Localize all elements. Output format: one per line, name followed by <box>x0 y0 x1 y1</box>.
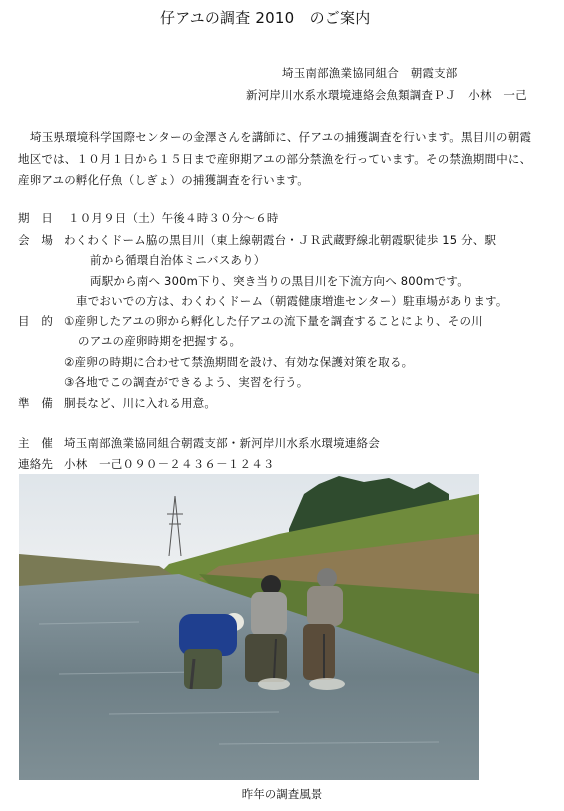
organizer-line-2: 新河岸川水系水環境連絡会魚類調査ＰＪ 小林 一己 <box>246 88 527 102</box>
purpose-line-4: ③各地でこの調査ができるよう、実習を行う。 <box>64 375 309 389</box>
purpose-line-1: ①産卵したアユの卵から孵化した仔アユの流下量を調査することにより、その川 <box>64 314 483 328</box>
host-value: 埼玉南部漁業協同組合朝霞支部・新河岸川水系水環境連絡会 <box>64 436 380 450</box>
page-title: 仔アユの調査 2010 のご案内 <box>160 9 371 27</box>
venue-label: 会 場 <box>18 233 54 247</box>
venue-line-2: 前から循環自治体ミニバスあり） <box>90 253 266 267</box>
host-label: 主 催 <box>18 436 54 450</box>
contact-value: 小林 一己０９０－２４３６－１２４３ <box>64 457 275 471</box>
venue-line-4: 車でおいでの方は、わくわくドーム（朝霞健康増進センター）駐車場があります。 <box>76 294 508 308</box>
purpose-label: 目 的 <box>18 314 54 328</box>
date-label: 期 日 <box>18 211 54 225</box>
contact-label: 連絡先 <box>18 457 54 471</box>
purpose-line-2: のアユの産卵時期を把握する。 <box>78 334 242 348</box>
survey-photo <box>19 474 479 780</box>
photo-caption: 昨年の調査風景 <box>241 787 323 801</box>
prep-label: 準 備 <box>18 396 54 410</box>
prep-value: 胴長など、川に入れる用意。 <box>64 396 217 410</box>
intro-line-1: 埼玉県環境科学国際センターの金澤さんを講師に、仔アユの捕獲調査を行います。黒目川の朝霞 <box>30 130 532 144</box>
date-value: １０月９日（土）午後４時３０分～６時 <box>68 211 279 225</box>
intro-line-3: 産卵アユの孵化仔魚（しぎょ）の捕獲調査を行います。 <box>18 173 310 187</box>
purpose-line-3: ②産卵の時期に合わせて禁漁期間を設け、有効な保護対策を取る。 <box>64 355 414 369</box>
venue-line-3: 両駅から南へ 300m下り、突き当りの黒目川を下流方向へ 800mです。 <box>90 274 469 288</box>
organizer-line-1: 埼玉南部漁業協同組合 朝霞支部 <box>282 66 458 80</box>
intro-line-2: 地区では、１０月１日から１５日まで産卵期アユの部分禁漁を行っています。その禁漁期間中に、 <box>18 152 532 166</box>
venue-line-1: わくわくドーム脇の黒目川（東上線朝霞台・ＪＲ武蔵野線北朝霞駅徒歩 15 分、駅 <box>64 233 497 247</box>
